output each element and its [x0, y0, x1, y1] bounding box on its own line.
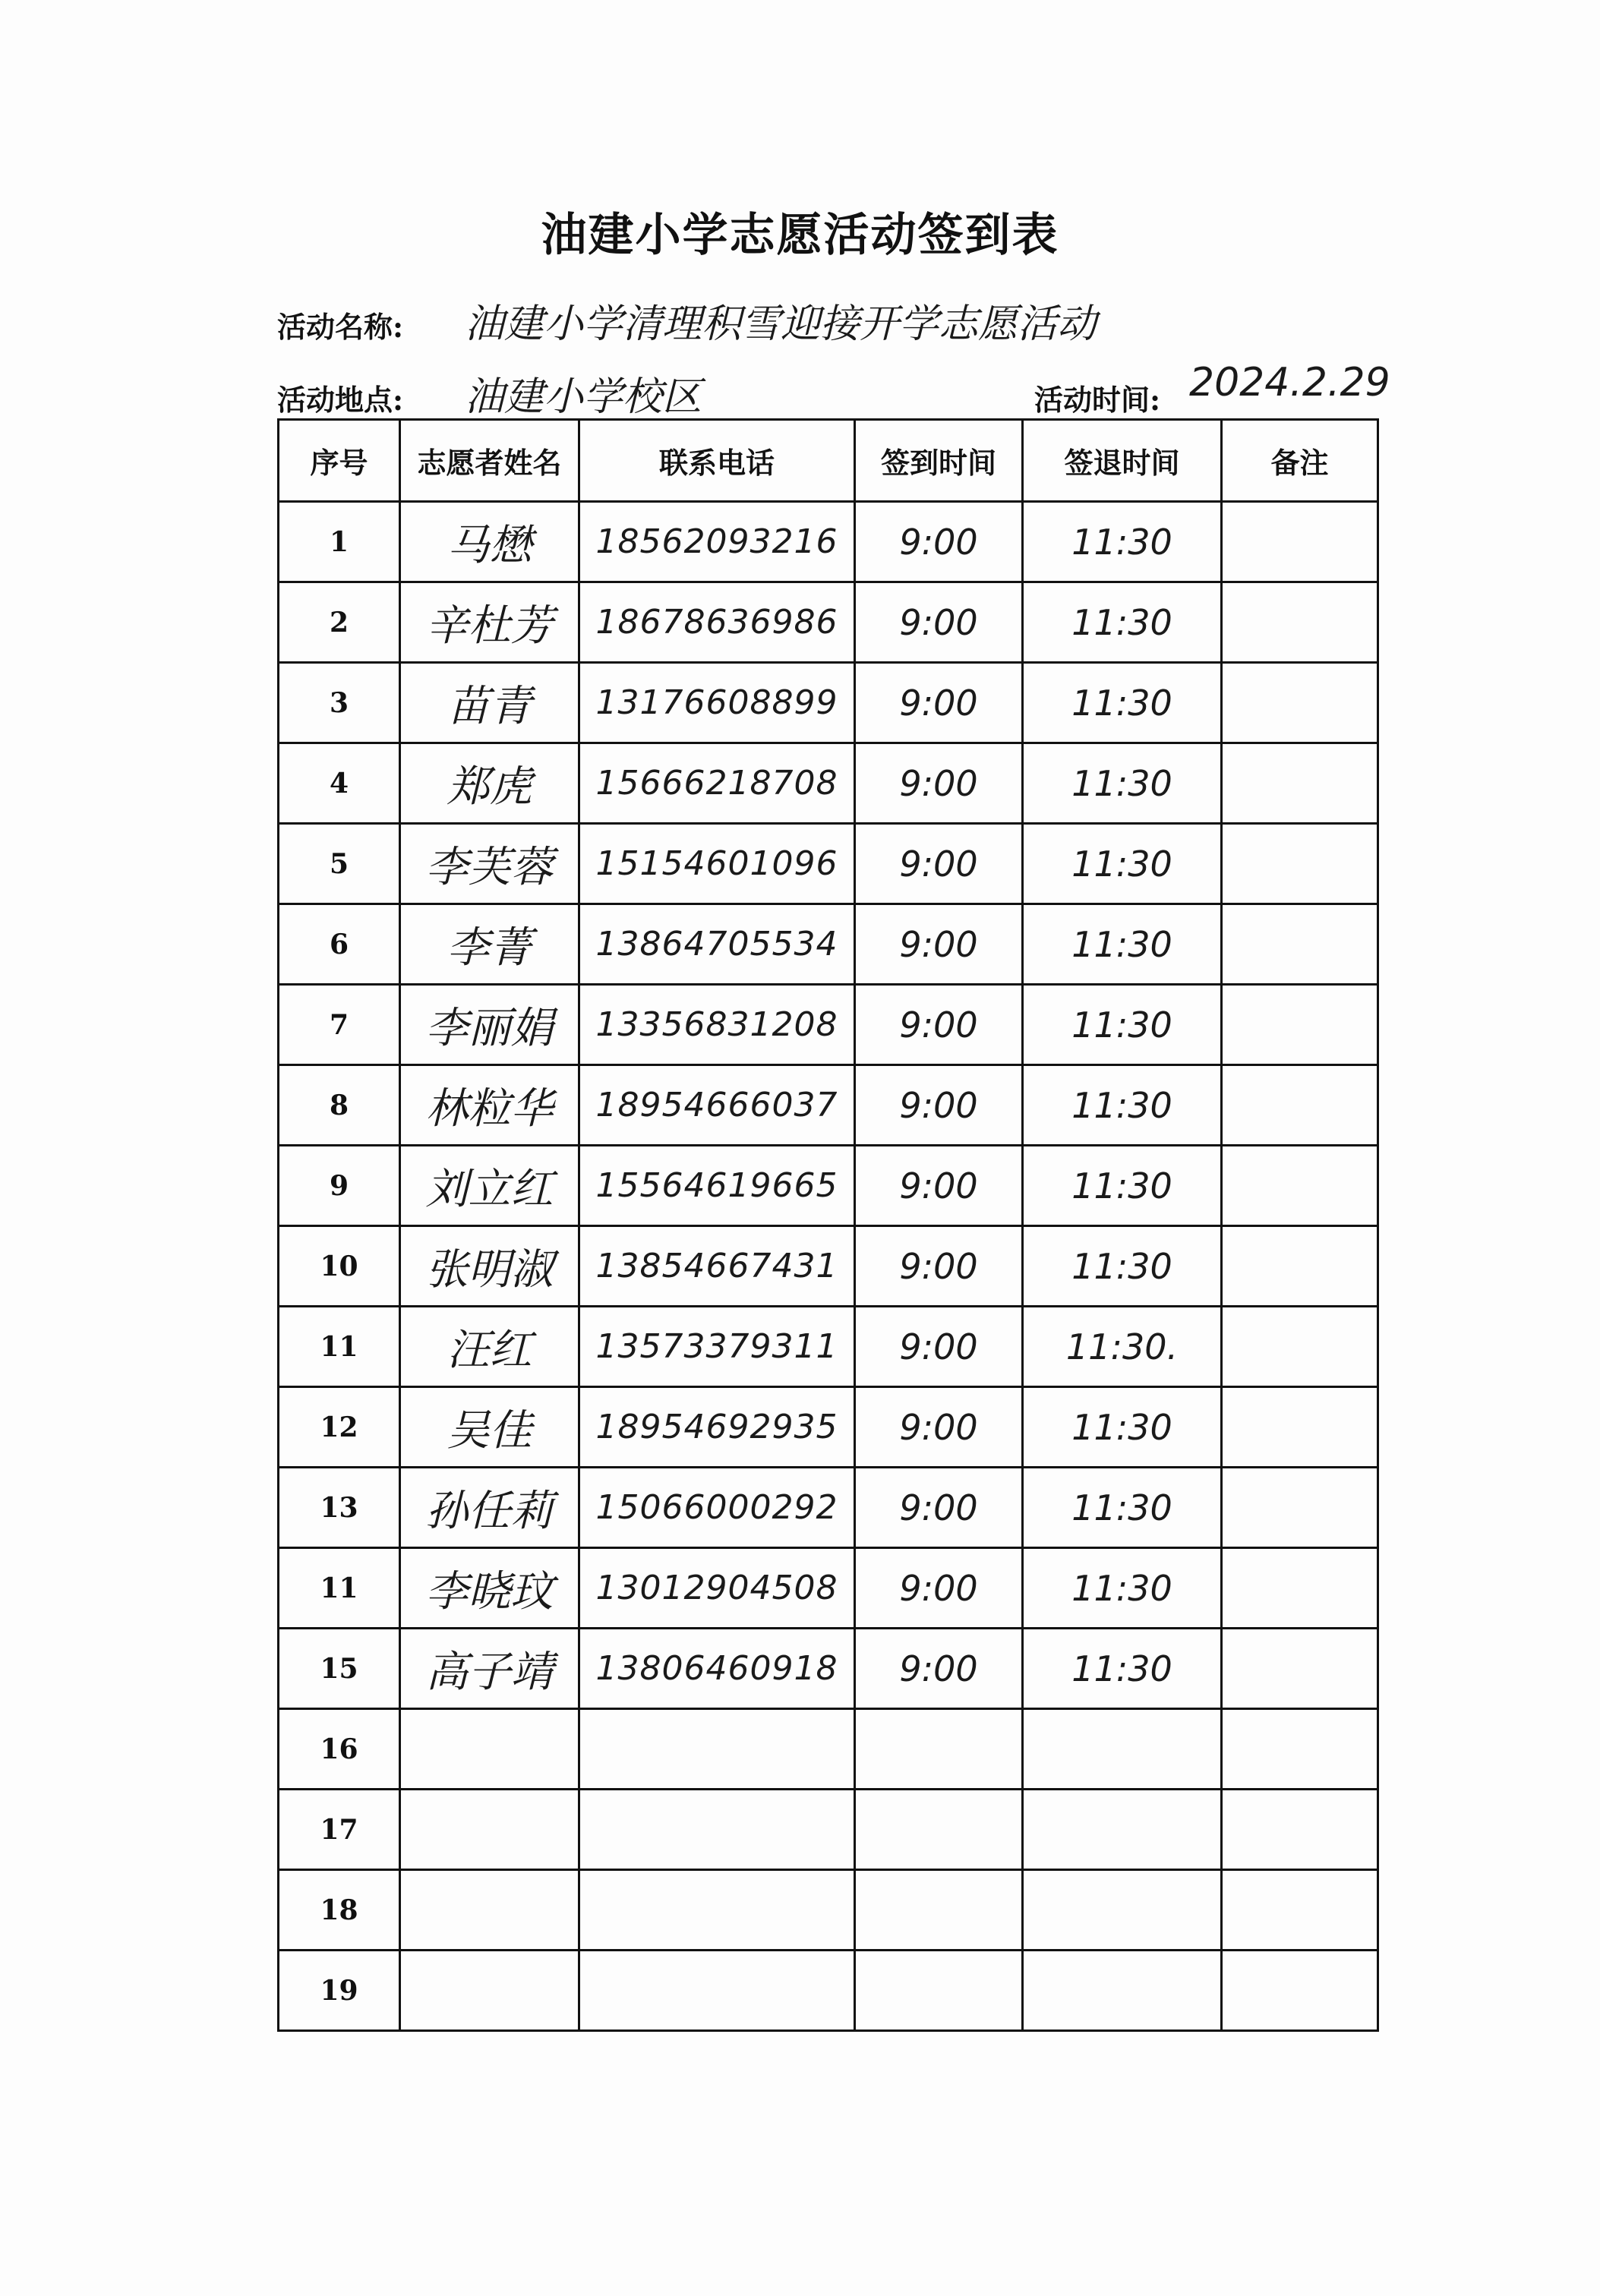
cell-sign-out-time: [1023, 1870, 1222, 1951]
table-row: [279, 663, 1378, 743]
cell-sign-in-time: 9:00: [855, 582, 1023, 663]
activity-name-label: 活动名称:: [277, 310, 404, 344]
cell-note: [1222, 1548, 1378, 1629]
cell-note: [1222, 1468, 1378, 1548]
table-row: [279, 502, 1378, 582]
table-row: [279, 1146, 1378, 1226]
header-phone: 联系电话: [579, 420, 855, 502]
cell-sign-in-time: [855, 1790, 1023, 1870]
cell-volunteer-name: [400, 1709, 579, 1790]
cell-volunteer-name: 林粒华: [400, 1065, 579, 1146]
table-row: [279, 1226, 1378, 1307]
cell-phone: 15666218708: [579, 743, 855, 824]
cell-sign-out-time: 11:30: [1023, 743, 1222, 824]
cell-serial-number: 5: [279, 824, 400, 904]
table-row: [279, 824, 1378, 904]
location-value: 油建小学校区: [465, 374, 702, 420]
cell-note: [1222, 824, 1378, 904]
cell-volunteer-name: 李芙蓉: [400, 824, 579, 904]
header-sign-in-time: 签到时间: [855, 420, 1023, 502]
cell-phone: 15154601096: [579, 824, 855, 904]
cell-sign-in-time: 9:00: [855, 1548, 1023, 1629]
cell-sign-in-time: 9:00: [855, 1307, 1023, 1387]
cell-note: [1222, 1709, 1378, 1790]
cell-phone: 13573379311: [579, 1307, 855, 1387]
cell-sign-out-time: 11:30: [1023, 1468, 1222, 1548]
cell-note: [1222, 1870, 1378, 1951]
cell-sign-out-time: 11:30.: [1023, 1307, 1222, 1387]
cell-phone: 15564619665: [579, 1146, 855, 1226]
cell-serial-number: 10: [279, 1226, 400, 1307]
table-row: [279, 1548, 1378, 1629]
cell-sign-in-time: [855, 1709, 1023, 1790]
cell-sign-out-time: [1023, 1951, 1222, 2031]
cell-volunteer-name: 吴佳: [400, 1387, 579, 1468]
cell-sign-out-time: 11:30: [1023, 1548, 1222, 1629]
table-row: [279, 1951, 1378, 2031]
table-row: [279, 1790, 1378, 1870]
cell-serial-number: 2: [279, 582, 400, 663]
cell-serial-number: 12: [279, 1387, 400, 1468]
cell-phone: 13356831208: [579, 985, 855, 1065]
cell-note: [1222, 1629, 1378, 1709]
table-row: [279, 904, 1378, 985]
cell-note: [1222, 985, 1378, 1065]
cell-note: [1222, 502, 1378, 582]
cell-note: [1222, 1307, 1378, 1387]
cell-sign-in-time: 9:00: [855, 985, 1023, 1065]
cell-volunteer-name: 刘立红: [400, 1146, 579, 1226]
cell-serial-number: 4: [279, 743, 400, 824]
cell-phone: 15066000292: [579, 1468, 855, 1548]
cell-serial-number: 1: [279, 502, 400, 582]
cell-sign-in-time: 9:00: [855, 1629, 1023, 1709]
cell-phone: 13806460918: [579, 1629, 855, 1709]
cell-sign-out-time: 11:30: [1023, 502, 1222, 582]
cell-phone: 18954692935: [579, 1387, 855, 1468]
cell-volunteer-name: 孙任莉: [400, 1468, 579, 1548]
table-row: [279, 1709, 1378, 1790]
table-body: [279, 502, 1378, 2031]
cell-phone: 13864705534: [579, 904, 855, 985]
cell-phone: 18562093216: [579, 502, 855, 582]
activity-time-value: 2024.2.29: [1189, 360, 1390, 405]
cell-volunteer-name: 李菁: [400, 904, 579, 985]
cell-sign-in-time: 9:00: [855, 1226, 1023, 1307]
cell-serial-number: 11: [279, 1548, 400, 1629]
cell-phone: 18954666037: [579, 1065, 855, 1146]
cell-phone: [579, 1951, 855, 2031]
cell-volunteer-name: 李丽娟: [400, 985, 579, 1065]
cell-serial-number: 9: [279, 1146, 400, 1226]
cell-sign-in-time: [855, 1951, 1023, 2031]
cell-volunteer-name: 高子靖: [400, 1629, 579, 1709]
cell-sign-out-time: 11:30: [1023, 1226, 1222, 1307]
cell-sign-in-time: 9:00: [855, 1065, 1023, 1146]
cell-note: [1222, 1387, 1378, 1468]
cell-volunteer-name: [400, 1951, 579, 2031]
header-note: 备注: [1222, 420, 1378, 502]
cell-note: [1222, 663, 1378, 743]
cell-volunteer-name: 郑虎: [400, 743, 579, 824]
cell-sign-in-time: 9:00: [855, 1468, 1023, 1548]
cell-sign-in-time: 9:00: [855, 824, 1023, 904]
table-row: [279, 1387, 1378, 1468]
cell-sign-out-time: 11:30: [1023, 582, 1222, 663]
cell-sign-in-time: 9:00: [855, 663, 1023, 743]
cell-phone: [579, 1709, 855, 1790]
table-row: [279, 1065, 1378, 1146]
signin-table: [277, 418, 1379, 2032]
cell-serial-number: 18: [279, 1870, 400, 1951]
cell-sign-out-time: [1023, 1709, 1222, 1790]
cell-sign-out-time: 11:30: [1023, 824, 1222, 904]
cell-serial-number: 19: [279, 1951, 400, 2031]
table-row: [279, 1870, 1378, 1951]
cell-sign-in-time: 9:00: [855, 743, 1023, 824]
cell-note: [1222, 1146, 1378, 1226]
cell-note: [1222, 582, 1378, 663]
cell-volunteer-name: 辛杜芳: [400, 582, 579, 663]
cell-note: [1222, 904, 1378, 985]
cell-volunteer-name: [400, 1870, 579, 1951]
header-sign-out-time: 签退时间: [1023, 420, 1222, 502]
cell-sign-out-time: 11:30: [1023, 663, 1222, 743]
cell-sign-in-time: 9:00: [855, 502, 1023, 582]
cell-sign-out-time: 11:30: [1023, 1387, 1222, 1468]
cell-volunteer-name: 汪红: [400, 1307, 579, 1387]
cell-phone: [579, 1870, 855, 1951]
cell-volunteer-name: [400, 1790, 579, 1870]
cell-sign-out-time: 11:30: [1023, 985, 1222, 1065]
cell-serial-number: 11: [279, 1307, 400, 1387]
cell-phone: [579, 1790, 855, 1870]
page-title: 油建小学志愿活动签到表: [541, 209, 1059, 262]
cell-serial-number: 8: [279, 1065, 400, 1146]
cell-serial-number: 15: [279, 1629, 400, 1709]
cell-serial-number: 17: [279, 1790, 400, 1870]
table-row: [279, 985, 1378, 1065]
cell-volunteer-name: 苗青: [400, 663, 579, 743]
cell-phone: 13012904508: [579, 1548, 855, 1629]
table-header-row: [279, 420, 1378, 502]
cell-volunteer-name: 张明淑: [400, 1226, 579, 1307]
cell-serial-number: 7: [279, 985, 400, 1065]
cell-sign-out-time: 11:30: [1023, 1629, 1222, 1709]
cell-sign-out-time: 11:30: [1023, 904, 1222, 985]
cell-serial-number: 13: [279, 1468, 400, 1548]
cell-sign-in-time: 9:00: [855, 1146, 1023, 1226]
location-label: 活动地点:: [277, 383, 404, 417]
cell-volunteer-name: 李晓玟: [400, 1548, 579, 1629]
cell-serial-number: 16: [279, 1709, 400, 1790]
cell-volunteer-name: 马懋: [400, 502, 579, 582]
cell-sign-in-time: 9:00: [855, 1387, 1023, 1468]
table-row: [279, 582, 1378, 663]
header-serial-number: 序号: [279, 420, 400, 502]
cell-phone: 13854667431: [579, 1226, 855, 1307]
cell-serial-number: 6: [279, 904, 400, 985]
cell-serial-number: 3: [279, 663, 400, 743]
cell-note: [1222, 1790, 1378, 1870]
activity-time-label: 活动时间:: [1034, 383, 1161, 417]
cell-sign-out-time: 11:30: [1023, 1146, 1222, 1226]
table-row: [279, 743, 1378, 824]
cell-phone: 13176608899: [579, 663, 855, 743]
cell-phone: 18678636986: [579, 582, 855, 663]
cell-sign-in-time: [855, 1870, 1023, 1951]
cell-sign-out-time: 11:30: [1023, 1065, 1222, 1146]
cell-note: [1222, 743, 1378, 824]
header-volunteer-name: 志愿者姓名: [400, 420, 579, 502]
table-row: [279, 1307, 1378, 1387]
table-row: [279, 1629, 1378, 1709]
activity-name-value: 油建小学清理积雪迎接开学志愿活动: [465, 301, 1097, 347]
cell-sign-out-time: [1023, 1790, 1222, 1870]
cell-note: [1222, 1226, 1378, 1307]
cell-sign-in-time: 9:00: [855, 904, 1023, 985]
cell-note: [1222, 1951, 1378, 2031]
table-row: [279, 1468, 1378, 1548]
cell-note: [1222, 1065, 1378, 1146]
